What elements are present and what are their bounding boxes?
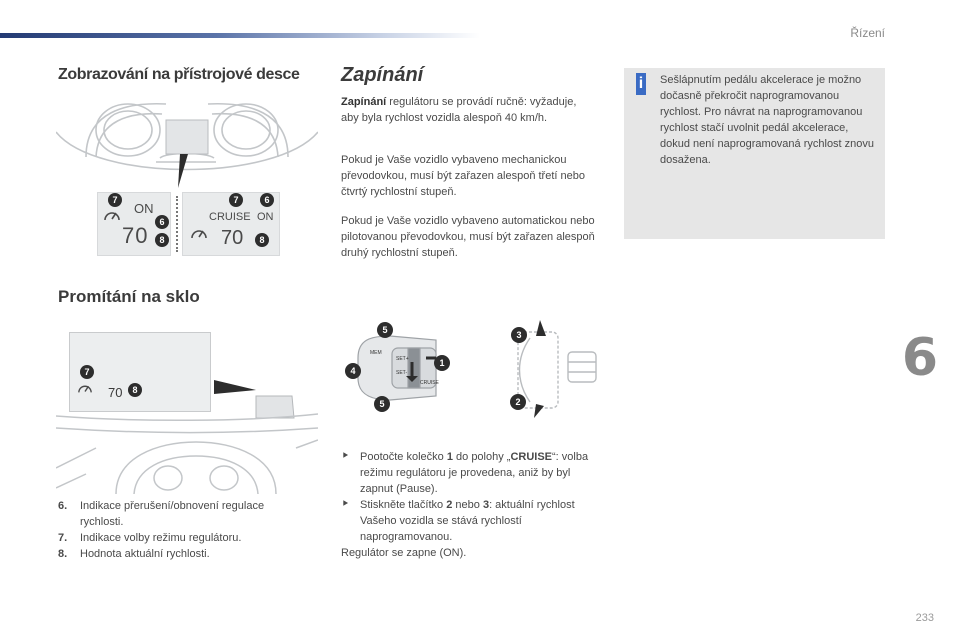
info-text: Sešlápnutím pedálu akcelerace je možno dočasně překročit naprogramovanou rychlost. Pro návrat na naprogramovanou rychlost stačí uvolnit pedál akcelerace, dokud není naprogramovaná rychlost znovu dosažena.: [660, 74, 875, 166]
indicator-badge-6: 6: [260, 193, 274, 207]
indicator-badge-7: 7: [229, 193, 243, 207]
indicator-badge-8: 8: [255, 233, 269, 247]
indicator-badge-8: 8: [155, 233, 169, 247]
stalk-label-set-minus: SET-: [396, 370, 408, 376]
stalk-label-set-plus: SET+: [396, 356, 409, 362]
info-icon: i: [636, 73, 646, 95]
indicator-badge-7: 7: [80, 365, 94, 379]
speed-value: 70: [221, 227, 244, 249]
page-number: 233: [915, 612, 934, 624]
steps-result: Regulátor se zapne (ON).: [341, 547, 467, 559]
dashboard-illustration: [56, 378, 318, 494]
legend-number: 8.: [58, 548, 68, 560]
indicator-badge-8: 8: [128, 383, 142, 397]
legend-text: Indikace volby režimu regulátoru.: [80, 532, 242, 544]
cruise-on-text: ON: [257, 211, 274, 223]
cluster-display-on: [97, 192, 171, 256]
callout-badge-5-top: 5: [377, 322, 393, 338]
legend-list: [58, 498, 308, 562]
cruise-speedometer-icon: [102, 207, 122, 223]
instrument-cluster-illustration: [56, 92, 318, 192]
cruise-speedometer-icon: [189, 225, 209, 241]
section-title: Řízení: [850, 26, 885, 40]
speed-value: 70: [108, 385, 123, 400]
legend-number: 7.: [58, 532, 68, 544]
stalk-label-mem: MEM: [370, 350, 382, 356]
switching-on-heading: Zapínání: [341, 64, 424, 86]
legend-item: [58, 530, 308, 546]
projection-heading: Promítání na sklo: [58, 287, 200, 306]
legend-item: [58, 546, 308, 562]
cruise-on-text: ON: [134, 201, 154, 216]
switching-on-bold-lead: Zapínání: [341, 96, 387, 108]
legend-text: Indikace přerušení/obnovení regulace rychlosti.: [80, 500, 265, 528]
info-box: [624, 68, 885, 239]
arrow-bullet-icon: ⯈: [341, 499, 349, 510]
indicator-badge-7: 7: [108, 193, 122, 207]
step-item: [341, 497, 606, 545]
legend-item: [58, 498, 308, 530]
callout-badge-3: 3: [511, 327, 527, 343]
step-text: Stiskněte tlačítko 2 nebo 3: aktuální rychlost Vašeho vozidla se stává rychlostí naprogramovanou.: [360, 499, 575, 543]
step-item: [341, 449, 606, 497]
callout-badge-2: 2: [510, 394, 526, 410]
legend-number: 6.: [58, 500, 68, 512]
indicator-badge-6: 6: [155, 215, 169, 229]
arrow-bullet-icon: ⯈: [341, 451, 349, 462]
switching-on-paragraph-2: Pokud je Vaše vozidlo vybaveno mechanickou převodovkou, musí být zařazen alespoň třetí nebo čtvrtý rychlostní stupeň.: [341, 154, 585, 198]
callout-badge-5-bottom: 5: [374, 396, 390, 412]
steps-list: [341, 449, 606, 561]
cruise-label: CRUISE: [209, 211, 251, 223]
header-accent-bar: [0, 33, 480, 38]
switching-on-paragraph-1: [341, 94, 581, 126]
stalk-label-cruise: CRUISE: [420, 380, 439, 386]
chapter-number: 6: [901, 328, 938, 388]
legend-text: Hodnota aktuální rychlosti.: [80, 548, 210, 560]
callout-badge-4: 4: [345, 363, 361, 379]
panel-divider: [176, 196, 178, 252]
switching-on-text: regulátoru se provádí ručně: vyžaduje, aby byla rychlost vozidla alespoň 40 km/h.: [341, 96, 577, 124]
step-text: Pootočte kolečko 1 do polohy „CRUISE“: volba režimu regulátoru je provedena, aniž by byl zapnut (Pause).: [360, 451, 589, 495]
callout-badge-1: 1: [434, 355, 450, 371]
switching-on-paragraph-3: Pokud je Vaše vozidlo vybaveno automatickou nebo pilotovanou převodovkou, musí být zařazen alespoň druhý rychlostní stupeň.: [341, 215, 595, 259]
speed-value: 70: [122, 223, 149, 248]
display-heading: Zobrazování na přístrojové desce: [58, 66, 300, 83]
cluster-display-cruise-on: [182, 192, 280, 256]
